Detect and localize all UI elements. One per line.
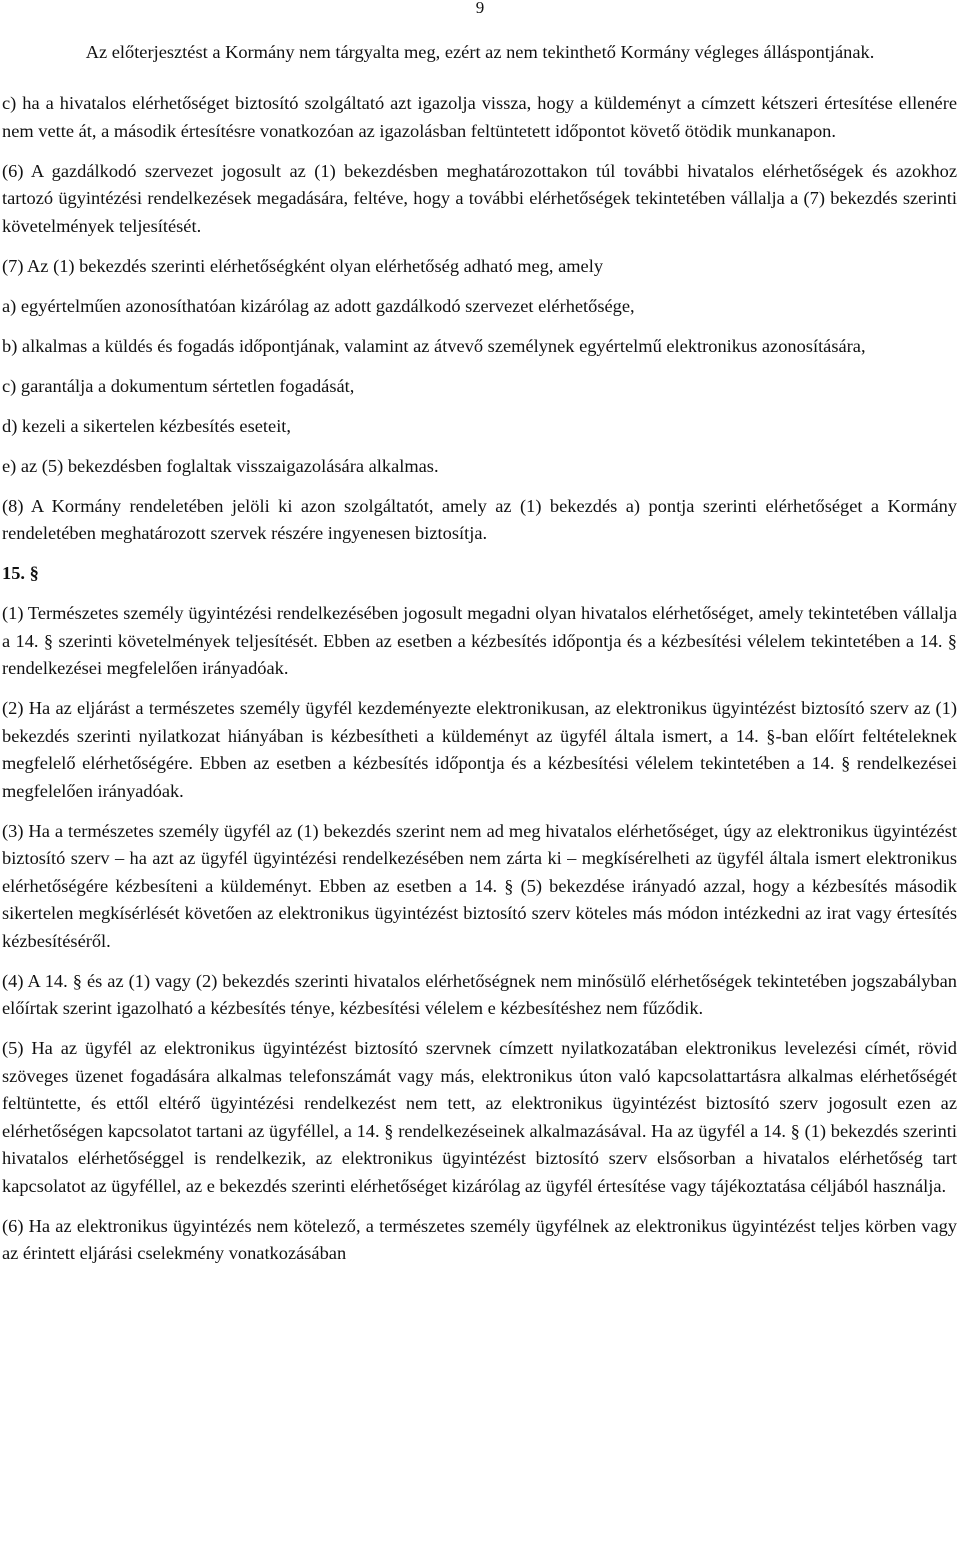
section-paragraph-5: (5) Ha az ügyfél az elektronikus ügyintézést biztosító szervnek címzett nyilatkozatában elektronikus levelezési címét, rövid szöveges üzenet fogadására alkalmas telefonszámát vagy más, elektronikus úton való kapcsolattartásra alkalmas elérhetőségét feltüntette, és ettől eltérő ügyintézési rendelkezést nem tett, az elektronikus ügyintézést biztosító szerv jogosult ezen az elérhetőségen kapcsolatot tartani az ügyféllel, a 14. § rendelkezéseinek alkalmazásával. Ha az ügyfél a 14. § (1) bekezdés szerinti hivatalos elérhetőséggel is rendelkezik, az elektronikus ügyintézést biztosító szerv elsősorban a hivatalos elérhetőség tart kapcsolatot az ügyféllel, az e bekezdés szerinti elérhetőséget kizárólag az ügyfél értesítése vagy tájékoztatása céljából használja. [2, 1038, 957, 1196]
paragraph-7e: e) az (5) bekezdésben foglaltak visszaigazolására alkalmas. [2, 455, 439, 476]
page-number: 9 [475, 0, 485, 17]
section-paragraph-6: (6) Ha az elektronikus ügyintézés nem kötelező, a természetes személy ügyfélnek az elektronikus ügyintézést teljes körben vagy az érintett eljárási cselekmény vonatkozásában [2, 1215, 957, 1263]
paragraph-8: (8) A Kormány rendeletében jelöli ki azon szolgáltatót, amely az (1) bekezdés a) pontja szerinti elérhetőséget a Kormány rendeletében meghatározott szervek részére ingyenesen biztosítja. [2, 495, 957, 543]
header-note: Az előterjesztést a Kormány nem tárgyalta meg, ezért az nem tekinthető Kormány végleges álláspontjának. [85, 42, 875, 62]
paragraph-7: (7) Az (1) bekezdés szerinti elérhetőségként olyan elérhetőség adható meg, amely [2, 255, 604, 276]
section-paragraph-1: (1) Természetes személy ügyintézési rendelkezésében jogosult megadni olyan hivatalos elérhetőséget, amely tekintetében vállalja a 14. § szerinti követelmények teljesítését. Ebben az esetben a kézbesítés időpontja és a kézbesítési vélelem tekintetében a 14. § rendelkezései megfelelően irányadóak. [2, 603, 957, 678]
paragraph-7b: b) alkalmas a küldés és fogadás időpontjának, valamint az átvevő személynek egyértelmű elektronikus azonosítására, [2, 335, 866, 356]
paragraph-c: c) ha a hivatalos elérhetőséget biztosító szolgáltató azt igazolja vissza, hogy a küldeményt a címzett kétszeri értesítése ellenére nem vette át, a második értesítésre vonatkozóan az igazolásban feltüntetett időpontot követő ötödik munkanapon. [2, 93, 957, 141]
paragraph-7d: d) kezeli a sikertelen kézbesítés eseteit, [2, 415, 292, 436]
section-paragraph-4: (4) A 14. § és az (1) vagy (2) bekezdés szerinti hivatalos elérhetőségnek nem minősülő elérhetőségek tekintetében jogszabályban előírtak szerint igazolható a kézbesítés ténye, kézbesítési vélelem e kézbesítéshez nem fűződik. [2, 970, 957, 1018]
paragraph-6: (6) A gazdálkodó szervezet jogosult az (1) bekezdésben meghatározottakon túl további hivatalos elérhetőségek és azokhoz tartozó ügyintézési rendelkezések megadására, feltéve, hogy a további elérhetőségek tekintetében vállalja a (7) bekezdés szerinti követelmények teljesítését. [2, 160, 957, 236]
section-paragraph-2: (2) Ha az eljárást a természetes személy ügyfél kezdeményezte elektronikusan, az elektronikus ügyintézést biztosító szerv az (1) bekezdés szerinti nyilatkozat hiányában is kézbesítheti a küldeményt az ügyfél általa ismert, a 14. §-ban előírt feltételeknek megfelelő elérhetőségére. Ebben az esetben a kézbesítés időpontja és a kézbesítési vélelem tekintetében a 14. § rendelkezései megfelelően irányadóak. [2, 698, 957, 801]
document-body [2, 90, 957, 1280]
section-title: 15. § [2, 563, 39, 583]
paragraph-7c: c) garantálja a dokumentum sértetlen fogadását, [2, 375, 355, 396]
section-paragraph-3: (3) Ha a természetes személy ügyfél az (1) bekezdés szerint nem ad meg hivatalos elérhetőséget, úgy az elektronikus ügyintézést biztosító szerv – ha azt az ügyfél ügyintézési rendelkezésében nem zárta ki – megkísérelheti az ügyfél általa ismert elektronikus elérhetőségére kézbesíteni a küldeményt. Ebben az esetben a 14. § (5) bekezdése irányadó azzal, hogy a kézbesítés második sikertelen megkísérlését követően az elektronikus ügyintézést biztosító szerv köteles más módon intézkedni az irat vagy értesítés kézbesítéséről. [2, 820, 957, 951]
paragraph-7a: a) egyértelműen azonosíthatóan kizárólag az adott gazdálkodó szervezet elérhetősége, [2, 295, 635, 316]
